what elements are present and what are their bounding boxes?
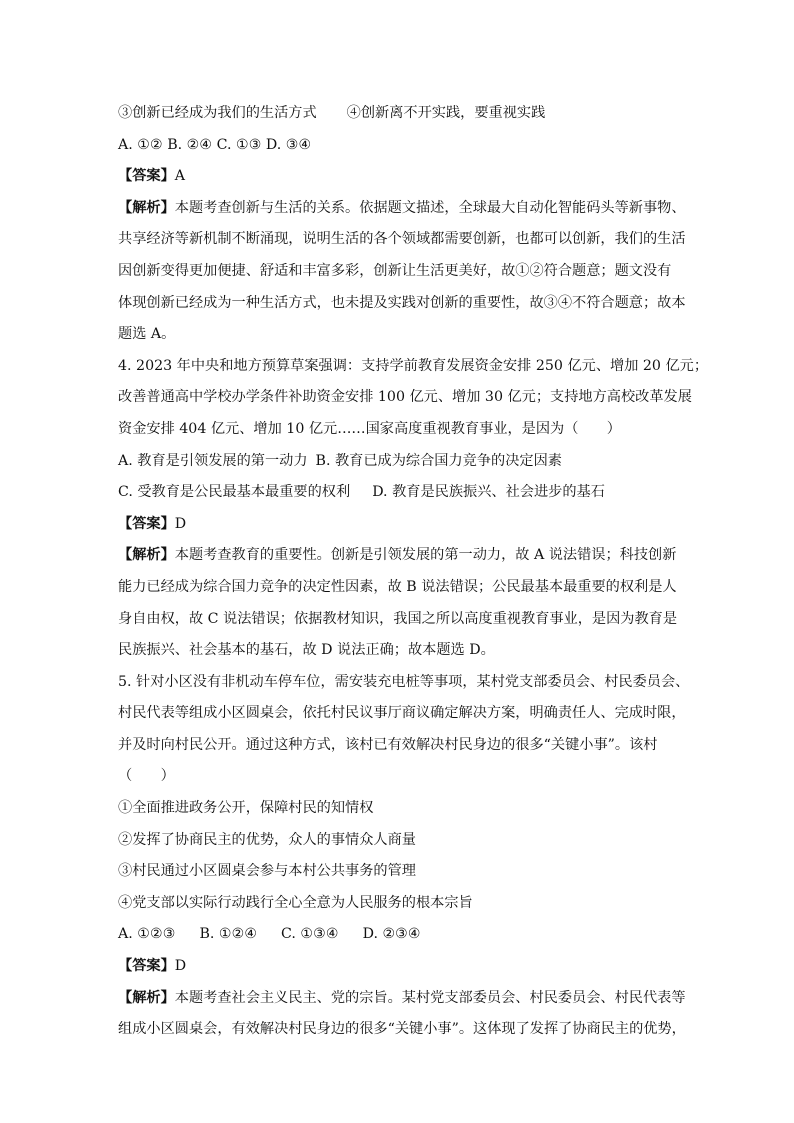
answer-value: D (174, 958, 187, 975)
q5-choice-c: C. ①③④ (281, 926, 339, 943)
answer-label: 【答案】 (118, 168, 175, 185)
q4-options-ab (118, 446, 688, 478)
q5-choices (118, 919, 688, 951)
q5-statement: ②发挥了协商民主的优势，众人的事情众人商量 (118, 831, 416, 848)
q4-stem-line: 4. 2023 年中央和地方预算草案强调：支持学前教育发展资金安排 250 亿元、增加 20 亿元； (118, 357, 709, 374)
answer-label: 【答案】 (118, 515, 175, 532)
q5-stem-line: 5. 针对小区没有非机动车停车位，需安装充电桩等事项，某村党支部委员会、村民委员会、 (118, 673, 690, 690)
analysis-label: 【解析】 (118, 199, 175, 216)
analysis-label: 【解析】 (118, 547, 175, 564)
q3-analysis-line: 因创新变得更加便捷、舒适和丰富多彩，创新让生活更美好，故①②符合题意；题文没有 (118, 262, 672, 279)
q5-choice-b: B. ①②④ (199, 926, 258, 943)
q3-option-4: ④创新离不开实践，要重视实践 (346, 105, 546, 121)
q4-option-d: D. 教育是民族振兴、社会进步的基石 (372, 484, 605, 501)
q5-stem-line: 并及时向村民公开。通过这种方式，该村已有效解决村民身边的很多“关键小事”。该村 (118, 736, 658, 753)
q4-option-c: C. 受教育是公民最基本最重要的权利 (118, 484, 351, 501)
analysis-label: 【解析】 (118, 989, 175, 1006)
q5-stem-line: （ ） (118, 768, 175, 785)
q4-analysis-line: 【解析】本题考查教育的重要性。创新是引领发展的第一动力，故 A 说法错误；科技创新 (118, 547, 677, 564)
q5-stem-line: 村民代表等组成小区圆桌会，依托村民议事厅商议确定解决方案，明确责任人、完成时限， (118, 705, 686, 722)
q5-choice-d: D. ②③④ (362, 926, 421, 943)
answer-label: 【答案】 (118, 958, 175, 975)
q3-analysis-line: 共享经济等新机制不断涌现，说明生活的各个领域都需要创新，也都可以创新，我们的生活 (118, 231, 686, 248)
answer-value: D (174, 515, 187, 532)
q5-statement: ③村民通过小区圆桌会参与本村公共事务的管理 (118, 863, 416, 880)
q5-answer (118, 951, 688, 983)
q4-option-b: B. 教育已成为综合国力竞争的决定因素 (315, 452, 562, 469)
q4-answer (118, 509, 688, 541)
q3-analysis-line: 体现创新已经成为一种生活方式，也未提及实践对创新的重要性，故③④不符合题意；故本 (118, 294, 686, 311)
q4-analysis-line: 身自由权，故 C 说法错误；依据教材知识，我国之所以高度重视教育事业，是因为教育是 (118, 610, 678, 627)
q5-analysis-line: 组成小区圆桌会，有效解决村民身边的很多“关键小事”。这体现了发挥了协商民主的优势， (118, 1021, 686, 1038)
q3-options-row (118, 98, 688, 130)
q3-answer (118, 161, 688, 193)
q5-analysis-line: 【解析】本题考查社会主义民主、党的宗旨。某村党支部委员会、村民委员会、村民代表等 (118, 989, 686, 1006)
q5-statement: ④党支部以实际行动践行全心全意为人民服务的根本宗旨 (118, 894, 473, 911)
q3-analysis-line: 【解析】本题考查创新与生活的关系。依据题文描述，全球最大自动化智能码头等新事物、 (118, 199, 686, 216)
q4-stem-line: 资金安排 404 亿元、增加 10 亿元……国家高度重视教育事业，是因为（ ） (118, 420, 621, 437)
q4-option-a: A. 教育是引领发展的第一动力 (118, 452, 308, 469)
q4-analysis-line: 民族振兴、社会基本的基石，故 D 说法正确；故本题选 D。 (118, 642, 495, 659)
q3-analysis-line: 题选 A。 (118, 326, 176, 343)
q4-analysis-line: 能力已经成为综合国力竞争的决定性因素，故 B 说法错误；公民最基本最重要的权利是人 (118, 578, 677, 595)
q3-choices: A. ①② B. ②④ C. ①③ D. ③④ (118, 136, 312, 153)
q5-choice-a: A. ①②③ (118, 926, 176, 943)
q3-option-3: ③创新已经成为我们的生活方式 (118, 105, 317, 121)
answer-value: A (174, 168, 186, 185)
q4-stem-line: 改善普通高中学校办学条件补助资金安排 100 亿元、增加 30 亿元；支持地方高校改革发展 (118, 389, 692, 406)
q4-options-cd (118, 477, 688, 509)
document-page (118, 98, 709, 1046)
q5-statement: ①全面推进政务公开，保障村民的知情权 (118, 800, 374, 817)
